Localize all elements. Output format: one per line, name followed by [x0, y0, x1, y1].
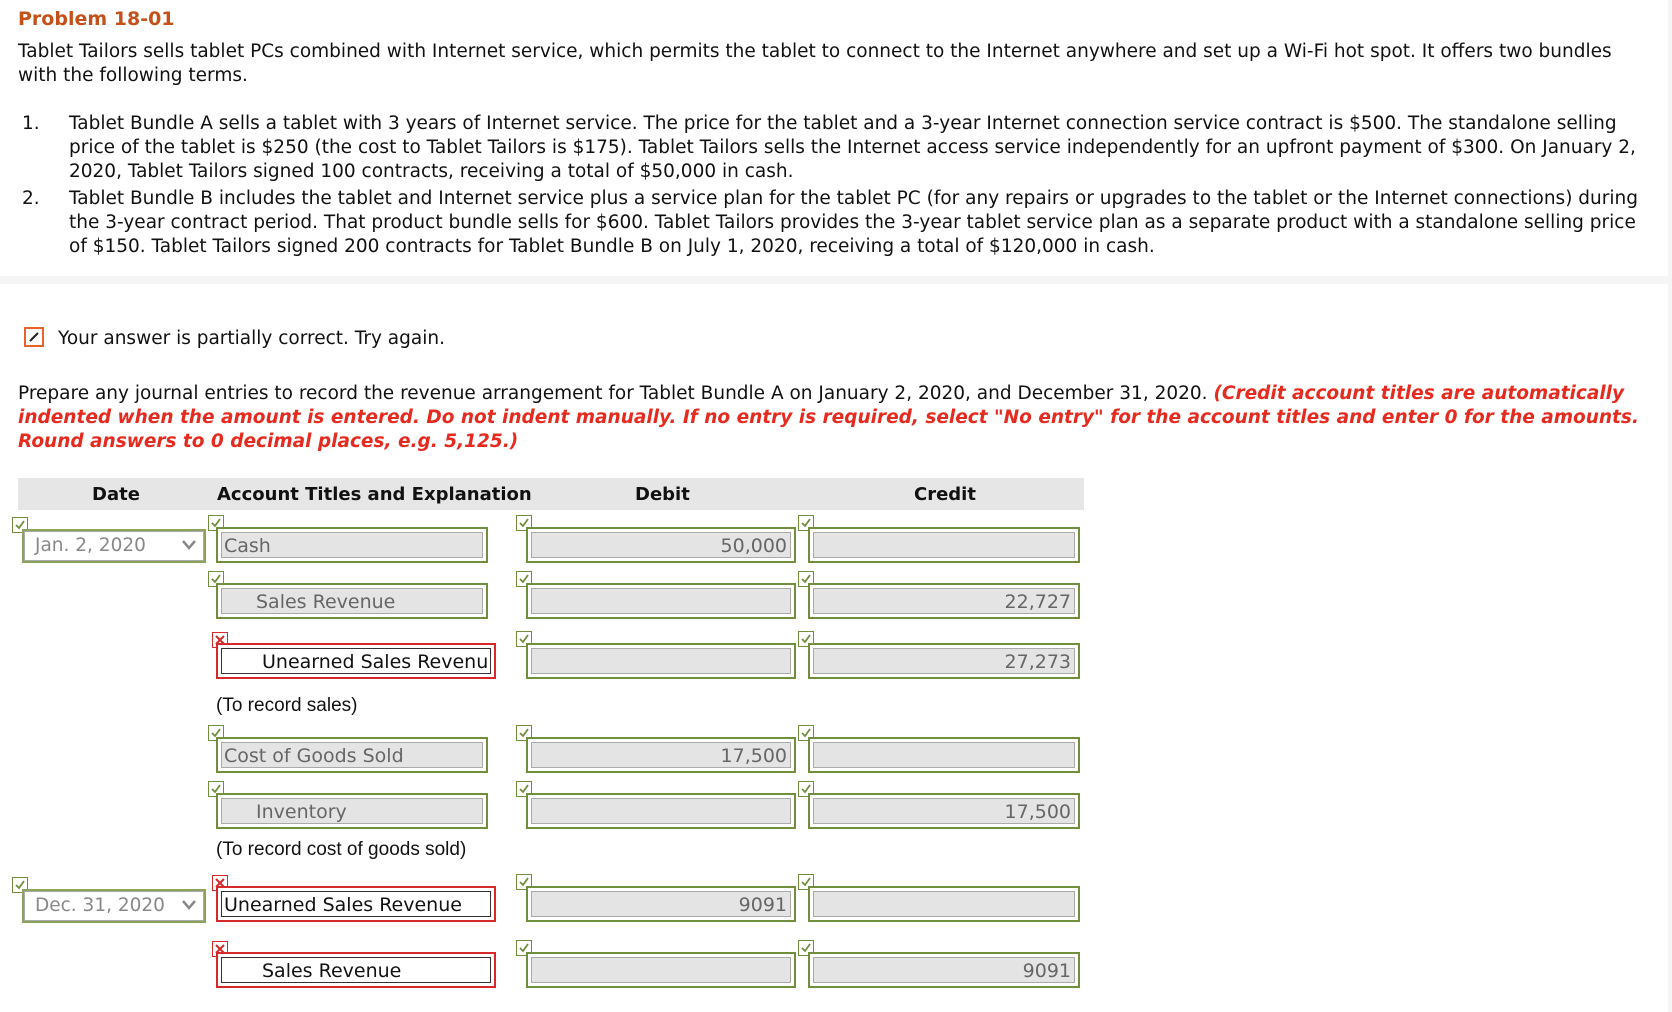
credit-input[interactable]: 22,727	[813, 588, 1075, 614]
date-select-dec[interactable]	[24, 891, 204, 921]
account-input[interactable]: Unearned Sales Revenue	[221, 891, 491, 917]
debit-input[interactable]	[531, 798, 791, 824]
journal-table-header	[18, 478, 1084, 510]
debit-input[interactable]: 9091	[531, 891, 791, 917]
terms-list	[18, 112, 1658, 262]
debit-field[interactable]	[526, 737, 796, 773]
account-input[interactable]: Unearned Sales Revenu	[221, 648, 491, 674]
account-field[interactable]	[216, 737, 488, 773]
list-item	[18, 187, 1658, 259]
problem-title: Problem 18-01	[18, 8, 175, 30]
account-input[interactable]: Cash	[221, 532, 483, 558]
credit-input[interactable]: 27,273	[813, 648, 1075, 674]
pencil-icon	[24, 327, 44, 347]
debit-field[interactable]	[526, 793, 796, 829]
debit-input[interactable]	[531, 648, 791, 674]
credit-field[interactable]	[808, 952, 1080, 988]
problem-intro: Tablet Tailors sells tablet PCs combined with Internet service, which permits the tablet to connect to the Internet anywhere and set up a Wi-Fi hot spot. It offers two bundles with the following terms.	[18, 41, 1612, 86]
credit-field[interactable]	[808, 527, 1080, 563]
date-select-jan[interactable]	[24, 531, 204, 561]
date-select-value: Dec. 31, 2020	[35, 895, 165, 916]
status-message: Your answer is partially correct. Try again.	[58, 328, 445, 349]
credit-field[interactable]	[808, 737, 1080, 773]
credit-input[interactable]: 9091	[813, 957, 1075, 983]
header-credit: Credit	[914, 484, 976, 505]
account-field[interactable]	[216, 643, 496, 679]
credit-field[interactable]	[808, 793, 1080, 829]
debit-field[interactable]	[526, 952, 796, 988]
credit-input[interactable]: 17,500	[813, 798, 1075, 824]
credit-input[interactable]	[813, 891, 1075, 917]
problem-panel	[0, 0, 1668, 276]
account-field[interactable]	[216, 527, 488, 563]
instructions-text: Prepare any journal entries to record the revenue arrangement for Tablet Bundle A on January 2, 2020, and December 31, 2020.	[18, 383, 1214, 404]
term-number: 1.	[22, 113, 40, 134]
term-text: Tablet Bundle A sells a tablet with 3 years of Internet service. The price for the tablet and a 3-year Internet connection service contract is $500. The standalone selling price of the tablet is $250 (the cost to Tablet Tailors is $175). Tablet Tailors sells the Internet access service independently for an upfront payment of $300. On January 2, 2020, Tablet Tailors signed 100 contracts, receiving a total of $50,000 in cash.	[69, 113, 1636, 182]
explanation-note: (To record sales)	[216, 695, 358, 716]
date-select-value: Jan. 2, 2020	[35, 535, 146, 556]
account-field[interactable]	[216, 952, 496, 988]
account-field[interactable]	[216, 793, 488, 829]
credit-input[interactable]	[813, 532, 1075, 558]
debit-field[interactable]	[526, 583, 796, 619]
debit-field[interactable]	[526, 886, 796, 922]
account-input[interactable]: Sales Revenue	[221, 957, 491, 983]
debit-field[interactable]	[526, 643, 796, 679]
header-account: Account Titles and Explanation	[217, 484, 532, 505]
chevron-down-icon	[181, 538, 197, 552]
credit-field[interactable]	[808, 583, 1080, 619]
account-input[interactable]: Inventory	[221, 798, 483, 824]
account-field[interactable]	[216, 886, 496, 922]
instructions-emphasis: (Credit account titles are automatically indented when the amount is entered. Do not indent manually. If no entry is required, select "No entry" for the account titles and enter 0 for the amounts. Round answers to 0 decimal places, e.g. 5,125.)	[18, 383, 1639, 452]
instructions	[18, 382, 1658, 454]
account-input[interactable]: Cost of Goods Sold	[221, 742, 483, 768]
debit-input[interactable]	[531, 957, 791, 983]
list-item	[18, 112, 1658, 184]
term-text: Tablet Bundle B includes the tablet and Internet service plus a service plan for the tablet PC (for any repairs or upgrades to the tablet or the Internet connections) during the 3-year contract period. That product bundle sells for $600. Tablet Tailors provides the 3-year tablet service plan as a separate product with a standalone selling price of $150. Tablet Tailors signed 200 contracts for Tablet Bundle B on July 1, 2020, receiving a total of $120,000 in cash.	[69, 188, 1638, 257]
debit-input[interactable]: 50,000	[531, 532, 791, 558]
debit-input[interactable]: 17,500	[531, 742, 791, 768]
debit-input[interactable]	[531, 588, 791, 614]
credit-input[interactable]	[813, 742, 1075, 768]
header-date: Date	[92, 484, 140, 505]
account-field[interactable]	[216, 583, 488, 619]
credit-field[interactable]	[808, 886, 1080, 922]
explanation-note: (To record cost of goods sold)	[216, 839, 467, 860]
header-debit: Debit	[635, 484, 690, 505]
account-input[interactable]: Sales Revenue	[221, 588, 483, 614]
chevron-down-icon	[181, 898, 197, 912]
credit-field[interactable]	[808, 643, 1080, 679]
term-number: 2.	[22, 188, 40, 209]
debit-field[interactable]	[526, 527, 796, 563]
